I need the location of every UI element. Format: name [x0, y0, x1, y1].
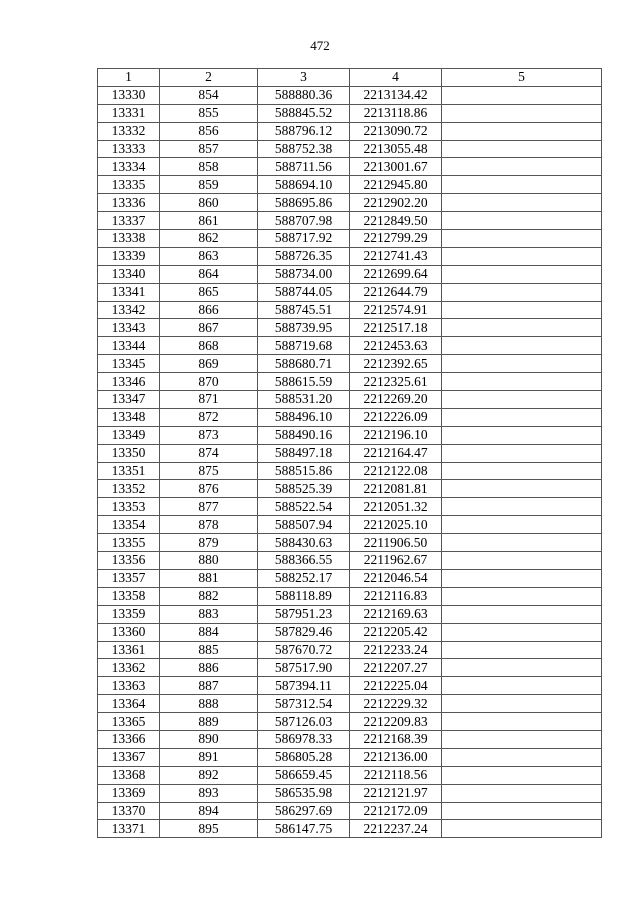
table-row: [98, 605, 602, 623]
table-cell-col-2: 884: [160, 623, 258, 641]
table-cell-col-4: 2212051.32: [350, 498, 442, 516]
table-cell-col-1: 13336: [98, 194, 160, 212]
table-cell-col-3: 588497.18: [258, 444, 350, 462]
table-cell-col-5: [442, 104, 602, 122]
table-cell-col-4: 2212849.50: [350, 212, 442, 230]
table-cell-col-5: [442, 337, 602, 355]
table-header-row: [98, 69, 602, 87]
table-cell-col-2: 871: [160, 391, 258, 409]
table-cell-col-4: 2211906.50: [350, 534, 442, 552]
table-row: [98, 355, 602, 373]
coordinate-table: [97, 68, 602, 838]
table-cell-col-1: 13331: [98, 104, 160, 122]
table-cell-col-3: 588707.98: [258, 212, 350, 230]
table-cell-col-4: 2212172.09: [350, 802, 442, 820]
table-cell-col-1: 13368: [98, 766, 160, 784]
table-cell-col-3: 586535.98: [258, 784, 350, 802]
table-cell-col-4: 2212741.43: [350, 247, 442, 265]
table-cell-col-1: 13338: [98, 230, 160, 248]
table-row: [98, 552, 602, 570]
table-cell-col-5: [442, 355, 602, 373]
table-cell-col-3: 588726.35: [258, 247, 350, 265]
table-cell-col-1: 13340: [98, 265, 160, 283]
table-cell-col-4: 2213134.42: [350, 86, 442, 104]
column-header-1: 1: [98, 69, 160, 87]
table-cell-col-5: [442, 247, 602, 265]
table-row: [98, 569, 602, 587]
table-cell-col-5: [442, 265, 602, 283]
table-cell-col-3: 587517.90: [258, 659, 350, 677]
table-cell-col-1: 13363: [98, 677, 160, 695]
table-body: [98, 86, 602, 837]
table-cell-col-3: 587394.11: [258, 677, 350, 695]
table-cell-col-5: [442, 552, 602, 570]
table-row: [98, 623, 602, 641]
table-cell-col-5: [442, 140, 602, 158]
table-cell-col-4: 2212081.81: [350, 480, 442, 498]
table-row: [98, 122, 602, 140]
table-cell-col-4: 2212046.54: [350, 569, 442, 587]
table-cell-col-3: 588366.55: [258, 552, 350, 570]
table-row: [98, 194, 602, 212]
table-cell-col-5: [442, 194, 602, 212]
table-cell-col-2: 865: [160, 283, 258, 301]
table-cell-col-4: 2212168.39: [350, 730, 442, 748]
table-cell-col-1: 13330: [98, 86, 160, 104]
table-cell-col-4: 2212118.56: [350, 766, 442, 784]
table-cell-col-1: 13332: [98, 122, 160, 140]
table-cell-col-5: [442, 730, 602, 748]
table-cell-col-3: 588496.10: [258, 408, 350, 426]
table-cell-col-2: 879: [160, 534, 258, 552]
table-cell-col-1: 13333: [98, 140, 160, 158]
table-cell-col-4: 2212136.00: [350, 748, 442, 766]
table-cell-col-1: 13345: [98, 355, 160, 373]
table-cell-col-3: 588880.36: [258, 86, 350, 104]
table-row: [98, 516, 602, 534]
table-cell-col-4: 2211962.67: [350, 552, 442, 570]
table-cell-col-4: 2212644.79: [350, 283, 442, 301]
table-cell-col-2: 870: [160, 373, 258, 391]
table-row: [98, 426, 602, 444]
table-cell-col-5: [442, 820, 602, 838]
table-cell-col-4: 2212517.18: [350, 319, 442, 337]
table-row: [98, 212, 602, 230]
table-cell-col-2: 888: [160, 695, 258, 713]
table-cell-col-5: [442, 158, 602, 176]
table-cell-col-1: 13369: [98, 784, 160, 802]
table-cell-col-2: 864: [160, 265, 258, 283]
table-cell-col-3: 588525.39: [258, 480, 350, 498]
table-cell-col-2: 866: [160, 301, 258, 319]
table-cell-col-2: 894: [160, 802, 258, 820]
table-cell-col-3: 588711.56: [258, 158, 350, 176]
table-cell-col-2: 856: [160, 122, 258, 140]
table-cell-col-4: 2212205.42: [350, 623, 442, 641]
table-cell-col-5: [442, 766, 602, 784]
table-cell-col-2: 868: [160, 337, 258, 355]
table-cell-col-5: [442, 659, 602, 677]
table-cell-col-1: 13366: [98, 730, 160, 748]
table-cell-col-1: 13365: [98, 713, 160, 731]
table-cell-col-4: 2213055.48: [350, 140, 442, 158]
table-cell-col-4: 2212225.04: [350, 677, 442, 695]
table-cell-col-5: [442, 391, 602, 409]
table-row: [98, 659, 602, 677]
table-cell-col-3: 588615.59: [258, 373, 350, 391]
table-cell-col-1: 13349: [98, 426, 160, 444]
table-row: [98, 104, 602, 122]
table-cell-col-1: 13364: [98, 695, 160, 713]
table-cell-col-2: 889: [160, 713, 258, 731]
table-row: [98, 319, 602, 337]
table-cell-col-5: [442, 176, 602, 194]
table-cell-col-3: 588717.92: [258, 230, 350, 248]
table-cell-col-2: 874: [160, 444, 258, 462]
table-cell-col-1: 13339: [98, 247, 160, 265]
table-cell-col-2: 882: [160, 587, 258, 605]
table-cell-col-2: 886: [160, 659, 258, 677]
table-cell-col-2: 861: [160, 212, 258, 230]
table-cell-col-2: 862: [160, 230, 258, 248]
table-cell-col-3: 588739.95: [258, 319, 350, 337]
table-cell-col-4: 2212121.97: [350, 784, 442, 802]
column-header-4: 4: [350, 69, 442, 87]
table-cell-col-1: 13355: [98, 534, 160, 552]
table-cell-col-1: 13334: [98, 158, 160, 176]
table-cell-col-4: 2212209.83: [350, 713, 442, 731]
table-cell-col-5: [442, 677, 602, 695]
table-cell-col-2: 891: [160, 748, 258, 766]
table-cell-col-2: 859: [160, 176, 258, 194]
table-cell-col-4: 2212269.20: [350, 391, 442, 409]
table-cell-col-5: [442, 408, 602, 426]
table-row: [98, 713, 602, 731]
table-cell-col-2: 854: [160, 86, 258, 104]
table-cell-col-2: 878: [160, 516, 258, 534]
table-cell-col-5: [442, 230, 602, 248]
table-row: [98, 480, 602, 498]
table-cell-col-2: 877: [160, 498, 258, 516]
table-cell-col-3: 587670.72: [258, 641, 350, 659]
table-cell-col-1: 13358: [98, 587, 160, 605]
table-cell-col-2: 890: [160, 730, 258, 748]
table-cell-col-5: [442, 605, 602, 623]
table-cell-col-3: 588745.51: [258, 301, 350, 319]
table-cell-col-4: 2212325.61: [350, 373, 442, 391]
table-cell-col-1: 13347: [98, 391, 160, 409]
table-row: [98, 158, 602, 176]
table-row: [98, 587, 602, 605]
table-row: [98, 695, 602, 713]
table-row: [98, 730, 602, 748]
table-cell-col-3: 588531.20: [258, 391, 350, 409]
table-cell-col-1: 13344: [98, 337, 160, 355]
table-cell-col-2: 895: [160, 820, 258, 838]
table-cell-col-2: 867: [160, 319, 258, 337]
table-cell-col-3: 588845.52: [258, 104, 350, 122]
table-cell-col-5: [442, 587, 602, 605]
table-cell-col-2: 880: [160, 552, 258, 570]
table-row: [98, 337, 602, 355]
table-row: [98, 748, 602, 766]
column-header-5: 5: [442, 69, 602, 87]
table-cell-col-3: 588680.71: [258, 355, 350, 373]
table-cell-col-1: 13370: [98, 802, 160, 820]
table-cell-col-3: 587951.23: [258, 605, 350, 623]
table-cell-col-2: 887: [160, 677, 258, 695]
table-cell-col-4: 2212196.10: [350, 426, 442, 444]
table-cell-col-3: 588515.86: [258, 462, 350, 480]
table-cell-col-5: [442, 212, 602, 230]
table-cell-col-5: [442, 480, 602, 498]
table-row: [98, 462, 602, 480]
table-cell-col-2: 892: [160, 766, 258, 784]
table-row: [98, 498, 602, 516]
table-row: [98, 301, 602, 319]
table-cell-col-3: 586147.75: [258, 820, 350, 838]
table-row: [98, 408, 602, 426]
table-cell-col-4: 2212799.29: [350, 230, 442, 248]
table-cell-col-4: 2212392.65: [350, 355, 442, 373]
table-cell-col-2: 883: [160, 605, 258, 623]
table-cell-col-2: 875: [160, 462, 258, 480]
table-cell-col-3: 586978.33: [258, 730, 350, 748]
table-cell-col-1: 13362: [98, 659, 160, 677]
table-cell-col-1: 13350: [98, 444, 160, 462]
table-cell-col-2: 860: [160, 194, 258, 212]
table-cell-col-1: 13360: [98, 623, 160, 641]
table-cell-col-3: 587312.54: [258, 695, 350, 713]
table-cell-col-1: 13359: [98, 605, 160, 623]
table-cell-col-5: [442, 748, 602, 766]
table-cell-col-3: 586805.28: [258, 748, 350, 766]
table-cell-col-2: 858: [160, 158, 258, 176]
table-cell-col-2: 857: [160, 140, 258, 158]
table-row: [98, 534, 602, 552]
page-number: 472: [310, 38, 330, 53]
table-cell-col-3: 588734.00: [258, 265, 350, 283]
table-cell-col-3: 588695.86: [258, 194, 350, 212]
table-cell-col-4: 2213001.67: [350, 158, 442, 176]
table-row: [98, 230, 602, 248]
table-cell-col-3: 588118.89: [258, 587, 350, 605]
table-cell-col-5: [442, 802, 602, 820]
table-cell-col-2: 855: [160, 104, 258, 122]
table-cell-col-4: 2212164.47: [350, 444, 442, 462]
table-row: [98, 176, 602, 194]
table-cell-col-5: [442, 301, 602, 319]
table-cell-col-4: 2213118.86: [350, 104, 442, 122]
table-row: [98, 247, 602, 265]
table-cell-col-5: [442, 623, 602, 641]
table-cell-col-1: 13353: [98, 498, 160, 516]
table-cell-col-3: 587829.46: [258, 623, 350, 641]
table-cell-col-3: 588744.05: [258, 283, 350, 301]
table-cell-col-5: [442, 498, 602, 516]
table-cell-col-4: 2212025.10: [350, 516, 442, 534]
table-cell-col-4: 2212169.63: [350, 605, 442, 623]
table-cell-col-3: 588490.16: [258, 426, 350, 444]
table-cell-col-4: 2212233.24: [350, 641, 442, 659]
table-cell-col-4: 2212237.24: [350, 820, 442, 838]
table-cell-col-1: 13371: [98, 820, 160, 838]
table-cell-col-5: [442, 444, 602, 462]
table-cell-col-4: 2212226.09: [350, 408, 442, 426]
table-cell-col-2: 893: [160, 784, 258, 802]
table-cell-col-5: [442, 641, 602, 659]
table-cell-col-2: 876: [160, 480, 258, 498]
table-cell-col-4: 2212902.20: [350, 194, 442, 212]
table-row: [98, 86, 602, 104]
table-row: [98, 766, 602, 784]
table-cell-col-3: 588694.10: [258, 176, 350, 194]
table-cell-col-3: 586659.45: [258, 766, 350, 784]
table-cell-col-3: 588430.63: [258, 534, 350, 552]
table-cell-col-4: 2212574.91: [350, 301, 442, 319]
table-cell-col-2: 872: [160, 408, 258, 426]
table-cell-col-5: [442, 784, 602, 802]
table-cell-col-5: [442, 319, 602, 337]
table-cell-col-1: 13351: [98, 462, 160, 480]
table-cell-col-3: 586297.69: [258, 802, 350, 820]
table-cell-col-5: [442, 713, 602, 731]
table-cell-col-4: 2213090.72: [350, 122, 442, 140]
table-cell-col-5: [442, 122, 602, 140]
table-cell-col-4: 2212699.64: [350, 265, 442, 283]
table-cell-col-2: 873: [160, 426, 258, 444]
table-cell-col-5: [442, 283, 602, 301]
column-header-2: 2: [160, 69, 258, 87]
table-cell-col-3: 587126.03: [258, 713, 350, 731]
table-cell-col-4: 2212122.08: [350, 462, 442, 480]
table-cell-col-1: 13361: [98, 641, 160, 659]
table-cell-col-1: 13348: [98, 408, 160, 426]
table-cell-col-2: 885: [160, 641, 258, 659]
table-cell-col-5: [442, 86, 602, 104]
table-cell-col-3: 588252.17: [258, 569, 350, 587]
table-row: [98, 444, 602, 462]
table-cell-col-4: 2212229.32: [350, 695, 442, 713]
table-row: [98, 820, 602, 838]
table-row: [98, 140, 602, 158]
table-cell-col-5: [442, 695, 602, 713]
table-cell-col-4: 2212207.27: [350, 659, 442, 677]
table-cell-col-1: 13356: [98, 552, 160, 570]
table-cell-col-1: 13341: [98, 283, 160, 301]
table-cell-col-5: [442, 373, 602, 391]
table-cell-col-1: 13335: [98, 176, 160, 194]
table-cell-col-5: [442, 462, 602, 480]
table-row: [98, 784, 602, 802]
table-row: [98, 802, 602, 820]
table-row: [98, 677, 602, 695]
table-cell-col-5: [442, 516, 602, 534]
table-row: [98, 283, 602, 301]
table-cell-col-2: 881: [160, 569, 258, 587]
table-cell-col-1: 13367: [98, 748, 160, 766]
table-cell-col-1: 13357: [98, 569, 160, 587]
table-cell-col-4: 2212453.63: [350, 337, 442, 355]
table-row: [98, 265, 602, 283]
table-cell-col-2: 869: [160, 355, 258, 373]
table-cell-col-1: 13352: [98, 480, 160, 498]
table-cell-col-4: 2212945.80: [350, 176, 442, 194]
table-cell-col-4: 2212116.83: [350, 587, 442, 605]
table-cell-col-3: 588522.54: [258, 498, 350, 516]
table-cell-col-3: 588752.38: [258, 140, 350, 158]
table-cell-col-3: 588719.68: [258, 337, 350, 355]
table-cell-col-1: 13354: [98, 516, 160, 534]
table-cell-col-2: 863: [160, 247, 258, 265]
table-cell-col-5: [442, 534, 602, 552]
table-row: [98, 373, 602, 391]
table-cell-col-1: 13342: [98, 301, 160, 319]
table-cell-col-3: 588507.94: [258, 516, 350, 534]
table-cell-col-1: 13343: [98, 319, 160, 337]
table-cell-col-1: 13337: [98, 212, 160, 230]
table-cell-col-5: [442, 569, 602, 587]
table-row: [98, 641, 602, 659]
table-cell-col-3: 588796.12: [258, 122, 350, 140]
table-row: [98, 391, 602, 409]
column-header-3: 3: [258, 69, 350, 87]
table-cell-col-1: 13346: [98, 373, 160, 391]
table-cell-col-5: [442, 426, 602, 444]
